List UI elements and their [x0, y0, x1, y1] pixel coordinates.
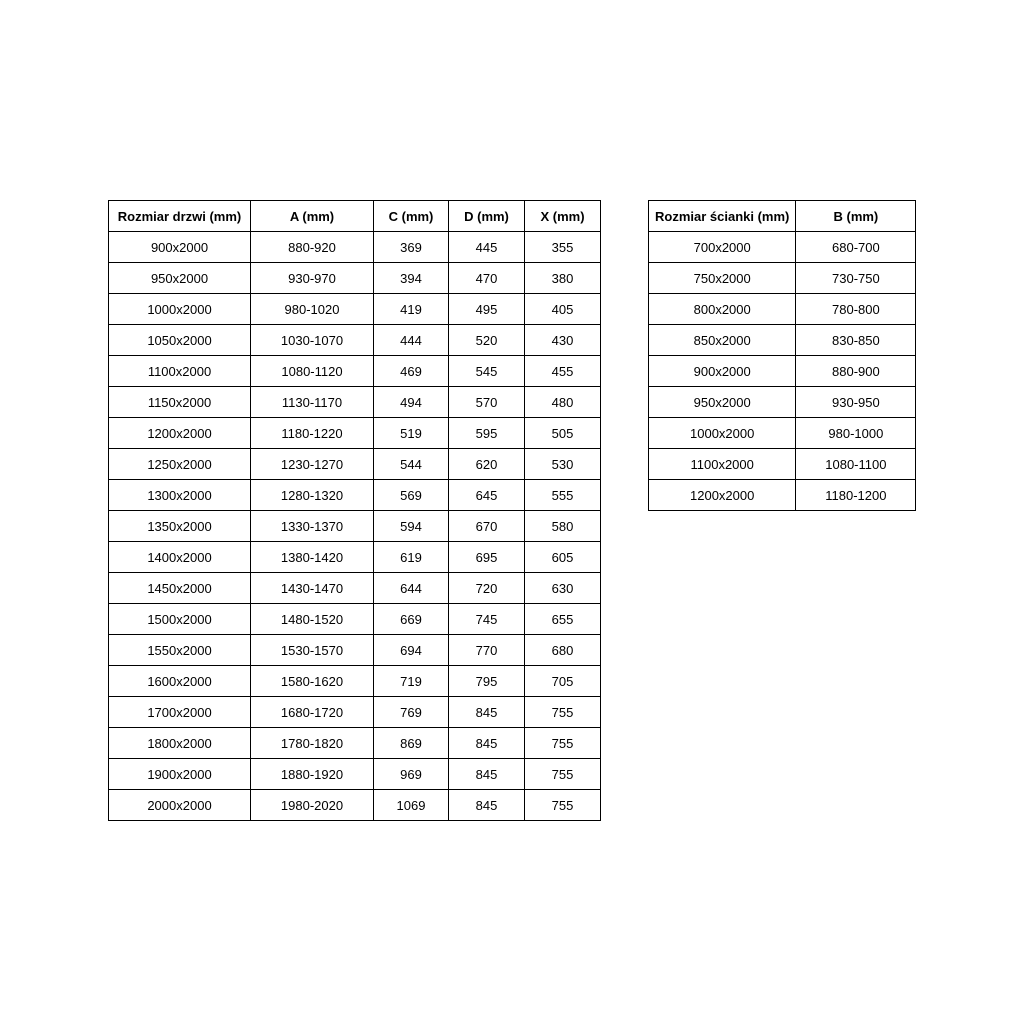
- table-cell: 845: [449, 759, 525, 790]
- door-table-body: [109, 232, 601, 821]
- table-cell: 670: [449, 511, 525, 542]
- table-row: [109, 635, 601, 666]
- table-cell: 620: [449, 449, 525, 480]
- table-row: [109, 542, 601, 573]
- table-cell: 755: [525, 790, 601, 821]
- table-cell: 455: [525, 356, 601, 387]
- table-cell: 695: [449, 542, 525, 573]
- table-row: [109, 759, 601, 790]
- table-cell: 980-1020: [251, 294, 374, 325]
- table-cell: 1150x2000: [109, 387, 251, 418]
- table-cell: 770: [449, 635, 525, 666]
- table-row: [649, 356, 916, 387]
- table-cell: 969: [374, 759, 449, 790]
- table-cell: 950x2000: [109, 263, 251, 294]
- table-cell: 669: [374, 604, 449, 635]
- wall-table-body: [649, 232, 916, 511]
- table-cell: 730-750: [796, 263, 916, 294]
- table-cell: 1050x2000: [109, 325, 251, 356]
- table-row: [109, 418, 601, 449]
- table-cell: 405: [525, 294, 601, 325]
- table-cell: 700x2000: [649, 232, 796, 263]
- table-row: [109, 728, 601, 759]
- table-cell: 900x2000: [649, 356, 796, 387]
- table-cell: 1700x2000: [109, 697, 251, 728]
- table-cell: 380: [525, 263, 601, 294]
- table-cell: 1530-1570: [251, 635, 374, 666]
- table-cell: 1100x2000: [649, 449, 796, 480]
- table-cell: 605: [525, 542, 601, 573]
- table-cell: 755: [525, 697, 601, 728]
- table-cell: 470: [449, 263, 525, 294]
- table-cell: 1980-2020: [251, 790, 374, 821]
- table-cell: 580: [525, 511, 601, 542]
- table-row: [109, 790, 601, 821]
- table-row: [109, 294, 601, 325]
- column-header: C (mm): [374, 201, 449, 232]
- table-cell: 655: [525, 604, 601, 635]
- table-cell: 1250x2000: [109, 449, 251, 480]
- table-cell: 1450x2000: [109, 573, 251, 604]
- table-cell: 950x2000: [649, 387, 796, 418]
- door-dimensions-table: [108, 200, 601, 821]
- table-cell: 1200x2000: [109, 418, 251, 449]
- table-row: [649, 449, 916, 480]
- table-cell: 830-850: [796, 325, 916, 356]
- table-row: [109, 604, 601, 635]
- table-cell: 1069: [374, 790, 449, 821]
- table-cell: 745: [449, 604, 525, 635]
- table-cell: 1380-1420: [251, 542, 374, 573]
- table-cell: 1200x2000: [649, 480, 796, 511]
- table-cell: 545: [449, 356, 525, 387]
- table-row: [109, 263, 601, 294]
- table-cell: 594: [374, 511, 449, 542]
- door-table-header: [109, 201, 601, 232]
- table-cell: 1300x2000: [109, 480, 251, 511]
- table-cell: 1330-1370: [251, 511, 374, 542]
- table-row: [109, 573, 601, 604]
- table-cell: 845: [449, 697, 525, 728]
- table-cell: 444: [374, 325, 449, 356]
- table-cell: 1680-1720: [251, 697, 374, 728]
- table-row: [649, 294, 916, 325]
- table-row: [649, 263, 916, 294]
- table-cell: 755: [525, 728, 601, 759]
- table-cell: 750x2000: [649, 263, 796, 294]
- table-row: [109, 666, 601, 697]
- table-cell: 780-800: [796, 294, 916, 325]
- table-cell: 720: [449, 573, 525, 604]
- table-cell: 1180-1200: [796, 480, 916, 511]
- wall-table-header: [649, 201, 916, 232]
- table-row: [109, 449, 601, 480]
- table-cell: 1550x2000: [109, 635, 251, 666]
- wall-dimensions-table: [648, 200, 916, 511]
- column-header: Rozmiar drzwi (mm): [109, 201, 251, 232]
- column-header: A (mm): [251, 201, 374, 232]
- table-cell: 1230-1270: [251, 449, 374, 480]
- table-cell: 1580-1620: [251, 666, 374, 697]
- table-cell: 1400x2000: [109, 542, 251, 573]
- table-row: [649, 418, 916, 449]
- table-cell: 1430-1470: [251, 573, 374, 604]
- table-cell: 469: [374, 356, 449, 387]
- table-cell: 845: [449, 790, 525, 821]
- table-cell: 555: [525, 480, 601, 511]
- table-cell: 1080-1100: [796, 449, 916, 480]
- table-cell: 1280-1320: [251, 480, 374, 511]
- table-row: [109, 325, 601, 356]
- table-row: [649, 232, 916, 263]
- table-row: [109, 697, 601, 728]
- table-cell: 680-700: [796, 232, 916, 263]
- table-cell: 369: [374, 232, 449, 263]
- table-row: [109, 511, 601, 542]
- table-cell: 795: [449, 666, 525, 697]
- table-cell: 519: [374, 418, 449, 449]
- table-cell: 505: [525, 418, 601, 449]
- table-cell: 1800x2000: [109, 728, 251, 759]
- table-cell: 480: [525, 387, 601, 418]
- table-cell: 595: [449, 418, 525, 449]
- table-cell: 769: [374, 697, 449, 728]
- table-cell: 2000x2000: [109, 790, 251, 821]
- table-cell: 755: [525, 759, 601, 790]
- table-row: [109, 356, 601, 387]
- column-header: Rozmiar ścianki (mm): [649, 201, 796, 232]
- table-row: [109, 387, 601, 418]
- table-cell: 645: [449, 480, 525, 511]
- table-header-row: [649, 201, 916, 232]
- table-cell: 520: [449, 325, 525, 356]
- table-row: [109, 232, 601, 263]
- table-cell: 394: [374, 263, 449, 294]
- table-cell: 900x2000: [109, 232, 251, 263]
- table-cell: 680: [525, 635, 601, 666]
- table-cell: 445: [449, 232, 525, 263]
- table-cell: 1180-1220: [251, 418, 374, 449]
- table-row: [649, 387, 916, 418]
- table-cell: 1130-1170: [251, 387, 374, 418]
- table-cell: 930-970: [251, 263, 374, 294]
- table-cell: 1080-1120: [251, 356, 374, 387]
- table-cell: 630: [525, 573, 601, 604]
- table-cell: 544: [374, 449, 449, 480]
- column-header: X (mm): [525, 201, 601, 232]
- table-cell: 719: [374, 666, 449, 697]
- table-cell: 869: [374, 728, 449, 759]
- column-header: B (mm): [796, 201, 916, 232]
- table-cell: 880-900: [796, 356, 916, 387]
- table-cell: 1100x2000: [109, 356, 251, 387]
- table-cell: 1480-1520: [251, 604, 374, 635]
- table-row: [649, 480, 916, 511]
- table-cell: 1030-1070: [251, 325, 374, 356]
- table-cell: 355: [525, 232, 601, 263]
- table-cell: 705: [525, 666, 601, 697]
- table-cell: 845: [449, 728, 525, 759]
- table-row: [109, 480, 601, 511]
- table-cell: 1500x2000: [109, 604, 251, 635]
- table-cell: 619: [374, 542, 449, 573]
- table-cell: 569: [374, 480, 449, 511]
- table-cell: 1350x2000: [109, 511, 251, 542]
- table-cell: 644: [374, 573, 449, 604]
- table-cell: 570: [449, 387, 525, 418]
- table-cell: 530: [525, 449, 601, 480]
- table-cell: 694: [374, 635, 449, 666]
- table-cell: 800x2000: [649, 294, 796, 325]
- table-cell: 1000x2000: [649, 418, 796, 449]
- table-cell: 1000x2000: [109, 294, 251, 325]
- table-cell: 980-1000: [796, 418, 916, 449]
- table-cell: 1880-1920: [251, 759, 374, 790]
- column-header: D (mm): [449, 201, 525, 232]
- table-cell: 1780-1820: [251, 728, 374, 759]
- table-cell: 1600x2000: [109, 666, 251, 697]
- table-header-row: [109, 201, 601, 232]
- table-row: [649, 325, 916, 356]
- table-cell: 419: [374, 294, 449, 325]
- table-cell: 930-950: [796, 387, 916, 418]
- table-cell: 880-920: [251, 232, 374, 263]
- table-cell: 494: [374, 387, 449, 418]
- table-cell: 495: [449, 294, 525, 325]
- table-cell: 1900x2000: [109, 759, 251, 790]
- table-cell: 850x2000: [649, 325, 796, 356]
- table-cell: 430: [525, 325, 601, 356]
